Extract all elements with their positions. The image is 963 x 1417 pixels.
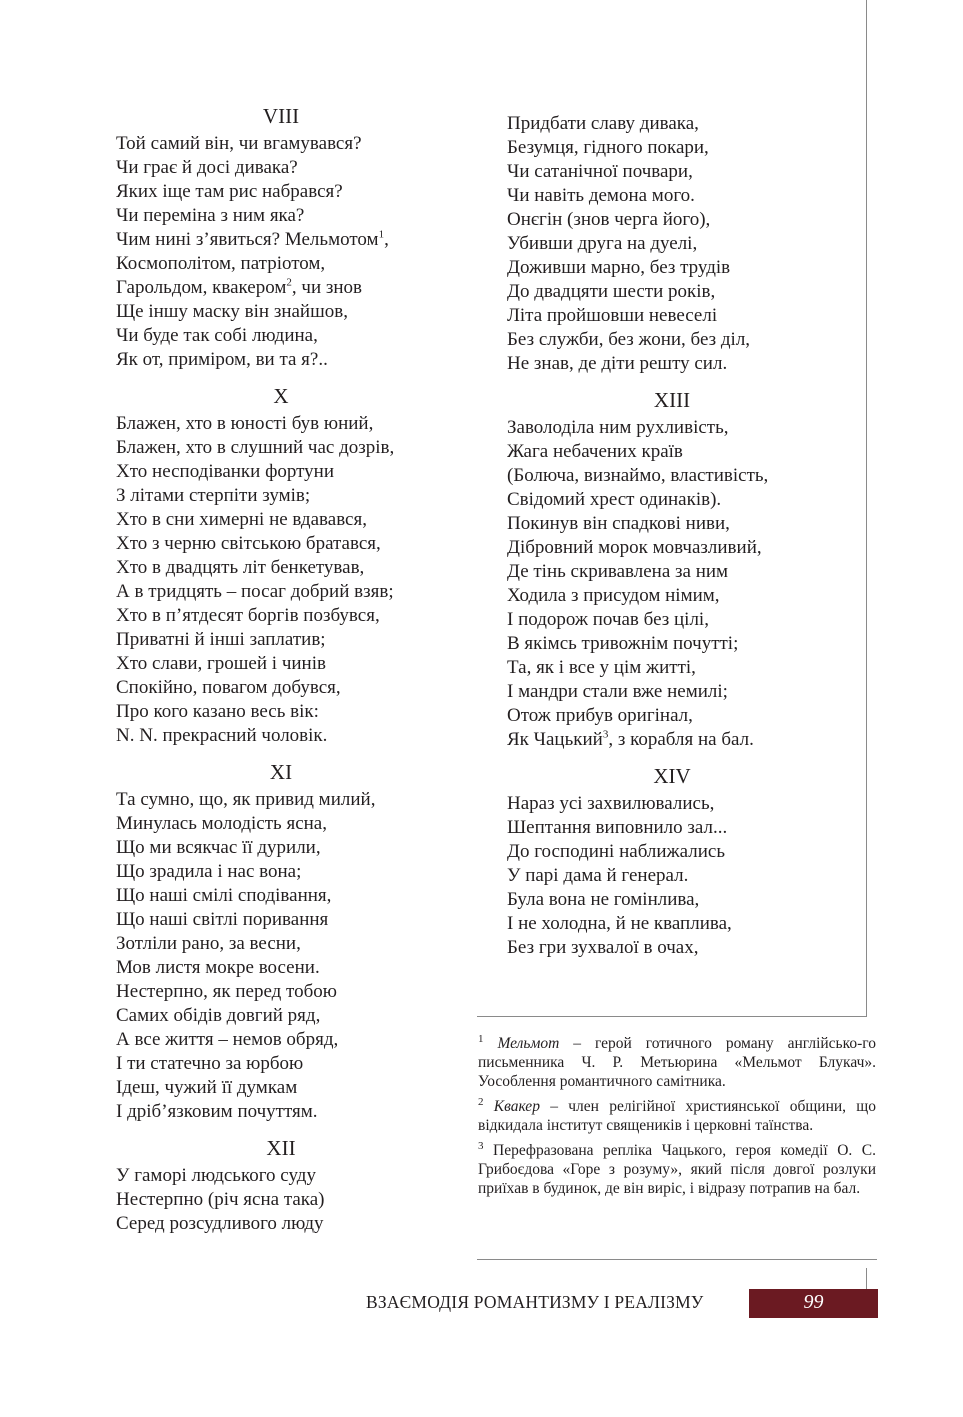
verse-line	[507, 280, 867, 304]
verse-text: Без гри зухвалої в очах,	[507, 937, 699, 958]
verse-text: Нестерпно (річ ясна така)	[116, 1189, 325, 1210]
verse-text: Що наші світлі поривання	[116, 909, 329, 930]
stanza	[116, 384, 476, 748]
verse-text: Хто в сни химерні не вдавався,	[116, 509, 367, 530]
verse-text: З літами стерпіти зумів;	[116, 485, 311, 506]
verse-text: Придбати славу дивака,	[507, 113, 699, 134]
verse-line	[507, 352, 867, 376]
stanza	[116, 1136, 476, 1236]
verse-line	[116, 252, 476, 276]
verse-line	[507, 864, 867, 888]
verse-line	[507, 656, 867, 680]
footnotes	[478, 1034, 876, 1204]
verse-text: Чи сатанічної почвари,	[507, 161, 693, 182]
verse-line	[507, 304, 867, 328]
verse-line	[116, 532, 476, 556]
verse-text: До господині наближались	[507, 841, 726, 862]
verse-text: Ще іншу маску він знайшов,	[116, 301, 348, 322]
verse-text: Заволоділа ним рухливість,	[507, 417, 729, 438]
verse-text: Убивши друга на дуелі,	[507, 233, 698, 254]
verse-text: Мов листя мокре восени.	[116, 957, 320, 978]
verse-line	[116, 1076, 476, 1100]
verse-line	[116, 556, 476, 580]
verse-line	[507, 888, 867, 912]
verse-line	[116, 1164, 476, 1188]
verse-line	[116, 436, 476, 460]
verse-line	[116, 884, 476, 908]
stanza	[116, 104, 476, 372]
verse-text: Гарольдом, квакером	[116, 277, 287, 298]
verse-line	[116, 1212, 476, 1236]
verse-text-after: ,	[384, 229, 389, 250]
verse-text: Була вона не гомінлива,	[507, 889, 700, 910]
verse-line	[507, 136, 867, 160]
verse-line	[116, 1004, 476, 1028]
verse-line	[116, 156, 476, 180]
verse-line	[116, 812, 476, 836]
verse-text: Хто в двадцять літ бенкетував,	[116, 557, 365, 578]
verse-line	[116, 908, 476, 932]
footnote-number: 1	[478, 1032, 484, 1045]
footnote-ref[interactable]: 3	[602, 728, 609, 741]
verse-text: Чим нині з’явиться? Мельмотом	[116, 229, 379, 250]
footnote-term: Мельмот	[497, 1035, 560, 1052]
verse-line	[507, 208, 867, 232]
verse-line	[116, 508, 476, 532]
verse-text: Свідомий хрест одинаків).	[507, 489, 722, 510]
stanza-number: XIII	[653, 388, 691, 412]
right-column	[507, 112, 867, 972]
verse-text: Отож прибув оригінал,	[507, 705, 693, 726]
verse-line	[116, 276, 476, 300]
verse-text: Як Чацький	[507, 729, 603, 750]
verse-text: Блажен, хто в слушний час дозрів,	[116, 437, 395, 458]
verse-line	[507, 328, 867, 352]
verse-line	[116, 860, 476, 884]
verse-text: І не холодна, й не кваплива,	[507, 913, 732, 934]
verse-line	[507, 112, 867, 136]
verse-text: Той самий він, чи вгамувався?	[116, 133, 362, 154]
verse-text: Хто з черню світською братався,	[116, 533, 381, 554]
footnote-term: Квакер	[493, 1098, 540, 1115]
verse-text: Ідеш, чужий її думкам	[116, 1077, 298, 1098]
verse-line	[116, 204, 476, 228]
verse-text: Про кого казано весь вік:	[116, 701, 319, 722]
verse-text: В якімсь тривожнім почутті;	[507, 633, 739, 654]
stanza-number: XII	[266, 1136, 296, 1160]
verse-text: Чи переміна з ним яка?	[116, 205, 305, 226]
verse-text: Ходила з присудом німим,	[507, 585, 720, 606]
verse-line	[507, 488, 867, 512]
verse-text: І подорож почав без цілі,	[507, 609, 709, 630]
verse-text: Серед розсудливого люду	[116, 1213, 324, 1234]
verse-line	[116, 484, 476, 508]
verse-text: Хто слави, грошей і чинів	[116, 653, 326, 674]
verse-text: Не знав, де діти решту сил.	[507, 353, 728, 374]
left-column	[116, 104, 476, 1248]
verse-text: Чи грає й досі дивака?	[116, 157, 298, 178]
verse-line	[116, 460, 476, 484]
verse-line	[507, 512, 867, 536]
verse-line	[116, 348, 476, 372]
stanza	[507, 764, 867, 960]
footnote-2	[478, 1097, 876, 1135]
page-number: 99	[803, 1291, 824, 1313]
verse-line	[116, 676, 476, 700]
footnote-text: Перефразована репліка Чацького, героя комедії О. С. Грибоєдова «Горе з розуму», який після довгої розлуки приїхав в будинок, де він виріс, і відразу потрапив на бал.	[478, 1142, 876, 1197]
verse-line	[116, 788, 476, 812]
verse-line	[507, 608, 867, 632]
verse-text: Жага небачених країв	[507, 441, 683, 462]
verse-text: Зотліли рано, за весни,	[116, 933, 301, 954]
stanza	[116, 760, 476, 1124]
verse-text: А в тридцять – посаг добрий взяв;	[116, 581, 394, 602]
verse-text: І ти статечно за юрбою	[116, 1053, 304, 1074]
footnote-ref[interactable]: 2	[286, 276, 292, 289]
verse-line	[507, 936, 867, 960]
footnote-separator-bottom	[477, 1259, 877, 1260]
verse-line	[507, 816, 867, 840]
footnote-3	[478, 1141, 876, 1198]
verse-line	[116, 932, 476, 956]
footnote-text: – герой готичного роману англійсько-го письменника Ч. Р. Метьюрина «Мельмот Блукач». Уособлення романтичного самітника.	[478, 1035, 876, 1090]
footnote-separator-top	[477, 1016, 867, 1017]
verse-text: Хто в п’ятдесят боргів позбувся,	[116, 605, 380, 626]
verse-line	[507, 256, 867, 280]
verse-line	[507, 184, 867, 208]
verse-text: І мандри стали вже немилі;	[507, 681, 728, 702]
footnote-number: 2	[478, 1095, 484, 1108]
verse-line	[116, 324, 476, 348]
verse-line	[507, 704, 867, 728]
verse-text: Що наші смілі сподівання,	[116, 885, 332, 906]
verse-text: Спокійно, повагом добувся,	[116, 677, 341, 698]
verse-line	[507, 584, 867, 608]
verse-text: Що зрадила і нас вона;	[116, 861, 302, 882]
verse-text: Чи навіть демона мого.	[507, 185, 695, 206]
verse-line	[507, 728, 867, 752]
verse-line	[507, 680, 867, 704]
verse-line	[116, 580, 476, 604]
stanza	[507, 112, 867, 376]
verse-line	[116, 652, 476, 676]
footnote-text: – член релігійної християнської общини, що відкидала інститут священиків і церковні таїнства.	[478, 1098, 876, 1134]
verse-text: Що ми всякчас її дурили,	[116, 837, 321, 858]
verse-line	[507, 160, 867, 184]
verse-line	[116, 412, 476, 436]
verse-line	[116, 228, 476, 252]
verse-line	[116, 1188, 476, 1212]
verse-text: Та сумно, що, як привид милий,	[116, 789, 376, 810]
verse-line	[116, 836, 476, 860]
stanza-number: X	[273, 384, 289, 408]
verse-text: N. N. прекрасний чоловік.	[116, 725, 328, 746]
verse-text: Космополітом, патріотом,	[116, 253, 326, 274]
verse-text: Онєгін (знов черга його),	[507, 209, 711, 230]
verse-line	[507, 464, 867, 488]
verse-line	[507, 416, 867, 440]
verse-line	[116, 956, 476, 980]
verse-line	[507, 840, 867, 864]
verse-text: І дріб’язковим почуттям.	[116, 1101, 318, 1122]
verse-line	[116, 724, 476, 748]
footnote-number: 3	[478, 1139, 484, 1152]
verse-text: Без служби, без жони, без діл,	[507, 329, 751, 350]
stanza-number: VIII	[262, 104, 300, 128]
verse-text: Покинув він спадкові ниви,	[507, 513, 730, 534]
verse-text: Яких іще там рис набрався?	[116, 181, 343, 202]
footer-section-title: ВЗАЄМОДІЯ РОМАНТИЗМУ І РЕАЛІЗМУ	[366, 1292, 704, 1312]
verse-line	[116, 132, 476, 156]
footer-edge-line	[866, 1268, 867, 1289]
verse-text: Літа пройшовши невеселі	[507, 305, 718, 326]
verse-line	[116, 628, 476, 652]
verse-text: Безумця, гідного покари,	[507, 137, 709, 158]
verse-text: Самих обідів довгий ряд,	[116, 1005, 321, 1026]
verse-line	[507, 232, 867, 256]
verse-text: Де тінь скривавлена за ним	[507, 561, 729, 582]
verse-line	[116, 180, 476, 204]
verse-text: Чи буде так собі людина,	[116, 325, 318, 346]
verse-text: Дібровний морок мовчазливий,	[507, 537, 762, 558]
verse-text: Доживши марно, без трудів	[507, 257, 731, 278]
stanza	[507, 388, 867, 752]
verse-line	[507, 912, 867, 936]
verse-text: (Болюча, визнаймо, властивість,	[507, 465, 769, 486]
verse-text: Хто несподіванки фортуни	[116, 461, 335, 482]
verse-line	[116, 1028, 476, 1052]
verse-line	[116, 980, 476, 1004]
verse-line	[116, 1052, 476, 1076]
verse-text: Та, як і все у цім житті,	[507, 657, 696, 678]
footnote-1	[478, 1034, 876, 1091]
verse-line	[507, 440, 867, 464]
verse-text: Блажен, хто в юності був юний,	[116, 413, 374, 434]
footnote-ref[interactable]: 1	[378, 228, 385, 241]
verse-line	[507, 536, 867, 560]
verse-text-after: , з корабля на бал.	[608, 729, 754, 750]
verse-text: А все життя – немов обряд,	[116, 1029, 339, 1050]
verse-text: Нараз усі захвилювались,	[507, 793, 715, 814]
verse-line	[507, 792, 867, 816]
verse-line	[507, 560, 867, 584]
verse-line	[116, 300, 476, 324]
stanza-number: XIV	[653, 764, 691, 788]
verse-text: Нестерпно, як перед тобою	[116, 981, 337, 1002]
verse-text: Минулась молодість ясна,	[116, 813, 327, 834]
verse-line	[507, 632, 867, 656]
verse-line	[116, 1100, 476, 1124]
verse-text: У парі дама й генерал.	[507, 865, 689, 886]
verse-text: У гаморі людського суду	[116, 1165, 316, 1186]
verse-line	[116, 604, 476, 628]
verse-text: Шептання виповнило зал...	[507, 817, 728, 838]
page-number-box	[749, 1289, 878, 1318]
verse-line	[116, 700, 476, 724]
verse-text: До двадцяти шести років,	[507, 281, 716, 302]
verse-text: Приватні й інші заплатив;	[116, 629, 326, 650]
verse-text: Як от, приміром, ви та я?..	[116, 349, 328, 370]
stanza-number: XI	[269, 760, 293, 784]
verse-text-after: , чи знов	[291, 277, 363, 298]
